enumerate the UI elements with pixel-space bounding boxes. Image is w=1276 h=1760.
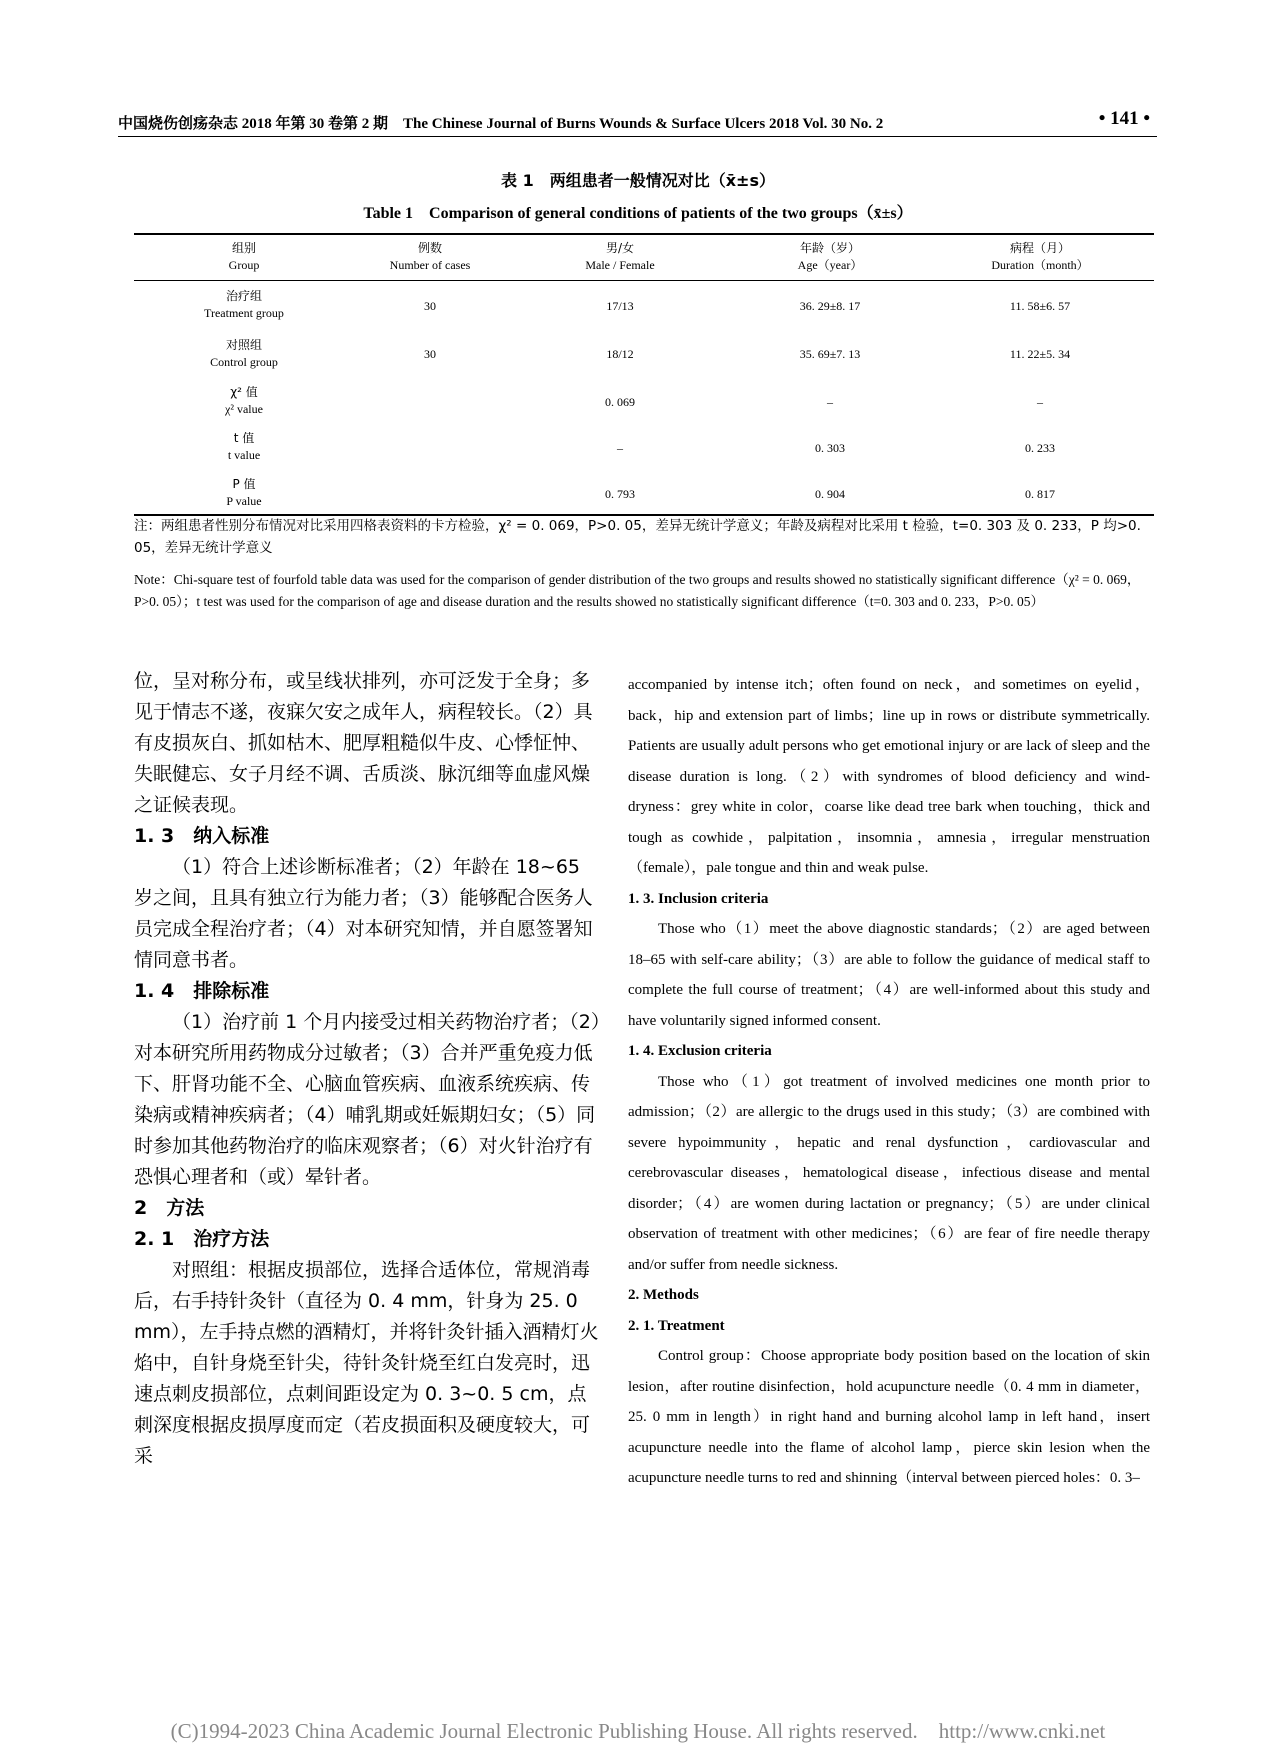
paragraph: Those who（1）meet the above diagnostic standards；（2）are aged between 18–65 with self-care ability；（3）are able to follow the guidance of medical staff to complete the full course of treatment；（4）are well-informed about this study and have voluntarily signed informed consent. xyxy=(628,921,1150,1029)
section-heading: 2. 1. Treatment xyxy=(628,1317,725,1334)
table-cell: 36. 29±8. 17 xyxy=(799,299,861,313)
header-cn: 男/女 xyxy=(605,241,635,255)
header-en: Group xyxy=(228,258,260,272)
table-header-group xyxy=(134,240,354,274)
table-header-cases xyxy=(330,240,530,274)
table-title-cn: 表 1 两组患者一般情况对比（x̄±s） xyxy=(501,171,775,190)
header-cn: 年龄（岁） xyxy=(799,241,860,255)
row-label-cn: χ² 值 xyxy=(230,385,258,399)
section-heading: 2. 1 治疗方法 xyxy=(134,1228,270,1250)
section-heading: 2. Methods xyxy=(628,1287,699,1303)
table-cell: 0. 817 xyxy=(1025,487,1055,501)
paragraph: Control group：Choose appropriate body position based on the location of skin lesion，after routine disinfection，hold acupuncture needle（0. 4 mm in diameter，25. 0 mm in length）in right hand and burning alcohol lamp in left hand，insert acupuncture needle into the flame of alcohol lamp，pierce skin lesion when the acupuncture needle turns to red and shinning（interval between pierced holes：0. 3– xyxy=(628,1348,1150,1486)
table-cell: 30 xyxy=(424,347,436,361)
row-label-en: χ² value xyxy=(225,402,263,416)
section-heading: 2 方法 xyxy=(134,1197,205,1219)
row-label-en: P value xyxy=(226,494,262,508)
row-label-cn: 对照组 xyxy=(225,338,262,352)
section-heading: 1. 4 排除标准 xyxy=(134,980,270,1002)
header-en: Male / Female xyxy=(585,258,655,272)
table-row-chi-label xyxy=(134,384,354,418)
table-cell: – xyxy=(617,441,623,455)
header-cn: 例数 xyxy=(417,241,442,255)
row-label-en: Control group xyxy=(210,355,278,369)
paragraph: Those who（1）got treatment of involved medicines one month prior to admission；（2）are allergic to the drugs used in this study；（3）are combined with severe hypoimmunity，hepatic and renal dysfunction，cardiovascular and cerebrovascular diseases，hematological disease，infectious disease and mental disorder；（4）are women during lactation or pregnancy；（5）are under clinical observation of treatment with other medicines；（6）are fear of fire needle therapy and/or suffer from needle sickness. xyxy=(628,1073,1150,1273)
table-title-en: Table 1 Comparison of general conditions of patients of the two groups（x̄±s） xyxy=(363,205,913,222)
row-label-en: t value xyxy=(227,448,261,462)
table-cell: 0. 904 xyxy=(815,487,845,501)
left-column-cn xyxy=(134,666,604,1472)
row-label-cn: P 值 xyxy=(232,477,256,491)
table-cell: 11. 22±5. 34 xyxy=(1009,347,1071,361)
table-header-age xyxy=(720,240,940,274)
right-column-en xyxy=(628,670,1150,1494)
table-cell: 11. 58±6. 57 xyxy=(1009,299,1071,313)
paragraph: 对照组：根据皮损部位，选择合适体位，常规消毒后，右手持针灸针（直径为 0. 4 mm，针身为 25. 0 mm），左手持点燃的酒精灯，并将针灸针插入酒精灯火焰中，自针身烧至针尖，待针灸针烧至红白发亮时，迅速点刺皮损部位，点刺间距设定为 0. 3~0. 5 cm，点刺深度根据皮损厚度而定（若皮损面积及硬度较大，可采 xyxy=(134,1259,599,1467)
section-heading: 1. 3. Inclusion criteria xyxy=(628,890,769,907)
paragraph: accompanied by intense itch；often found on neck，and sometimes on eyelid，back，hip and extension part of limbs；line up in rows or distribute symmetrically. Patients are usually adult persons who get emotional injury or are lack of sleep and the disease duration is long.（2）with syndromes of blood deficiency and wind-dryness：grey white in color，coarse like dead tree bark when touching，thick and tough as cowhide，palpitation，insomnia，amnesia，irregular menstruation（female），pale tongue and thin and weak pulse. xyxy=(628,677,1150,876)
row-label-cn: t 值 xyxy=(233,431,255,445)
paragraph: （1）符合上述诊断标准者；（2）年龄在 18~65 岁之间，且具有独立行为能力者；（3）能够配合医务人员完成全程治疗者；（4）对本研究知情，并自愿签署知情同意书者。 xyxy=(134,856,593,971)
section-heading: 1. 4. Exclusion criteria xyxy=(628,1043,772,1059)
table-cell: 35. 69±7. 13 xyxy=(799,347,861,361)
table-note-cn: 注：两组患者性别分布情况对比采用四格表资料的卡方检验，χ² = 0. 069，P>0. 05，差异无统计学意义；年龄及病程对比采用 t 检验，t=0. 303 及 0. 233，P 均>0. 05，差异无统计学意义 xyxy=(134,518,1141,556)
table-row-treatment-label xyxy=(134,288,354,322)
header-cn: 组别 xyxy=(231,241,256,255)
header-en: Duration（month） xyxy=(991,258,1089,272)
table-header-duration xyxy=(930,240,1150,274)
copyright-footer: (C)1994-2023 China Academic Journal Electronic Publishing House. All rights reserved. http://www.cnki.net xyxy=(170,1719,1106,1743)
table-cell: 30 xyxy=(424,299,436,313)
paragraph: 位，呈对称分布，或呈线状排列，亦可泛发于全身；多见于情志不遂，夜寐欠安之成年人，病程较长。（2）具有皮损灰白、抓如枯木、肥厚粗糙似牛皮、心悸怔忡、失眠健忘、女子月经不调、舌质淡、脉沉细等血虚风燥之证候表现。 xyxy=(134,670,593,816)
table-cell: 0. 069 xyxy=(605,395,635,409)
table-cell: 17/13 xyxy=(606,299,634,313)
running-header: 中国烧伤创疡杂志 2018 年第 30 卷第 2 期 The Chinese Journal of Burns Wounds & Surface Ulcers 2018 Vol. 30 No. 2 xyxy=(118,116,884,132)
table-cell: 0. 793 xyxy=(605,487,635,501)
table-cell: – xyxy=(1037,395,1043,409)
table-row-control-label xyxy=(134,337,354,371)
table-header-gender xyxy=(530,240,710,274)
table-row-p-label xyxy=(134,476,354,510)
header-cn: 病程（月） xyxy=(1009,241,1070,255)
table-cell: 0. 233 xyxy=(1025,441,1055,455)
table-cell: – xyxy=(827,395,833,409)
header-en: Number of cases xyxy=(389,258,471,272)
table-cell: 0. 303 xyxy=(815,441,845,455)
row-label-en: Treatment group xyxy=(204,306,284,320)
section-heading: 1. 3 纳入标准 xyxy=(134,825,270,847)
table-top-rule xyxy=(134,233,1154,235)
page-number: • 141 • xyxy=(1098,108,1150,129)
table-row-t-label xyxy=(134,430,354,464)
paragraph: （1）治疗前 1 个月内接受过相关药物治疗者；（2）对本研究所用药物成分过敏者；（3）合并严重免疫力低下、肝肾功能不全、心脑血管疾病、血液系统疾病、传染病或精神疾病者；（4）哺乳期或妊娠期妇女；（5）同时参加其他药物治疗的临床观察者；（6）对火针治疗有恐惧心理者和（或）晕针者。 xyxy=(134,1011,601,1188)
table-cell: 18/12 xyxy=(606,347,634,361)
header-rule xyxy=(118,136,1157,137)
header-en: Age（year） xyxy=(797,258,863,272)
table-note-en: Note：Chi-square test of fourfold table data was used for the comparison of gender distribution of the two groups and results showed no statistically significant difference（χ² = 0. 069，P>0. 05）；t test was used for the comparison of age and disease duration and the results showed no statistically significant difference（t=0. 303 and 0. 233，P>0. 05） xyxy=(134,572,1141,609)
table-header-rule xyxy=(134,280,1154,281)
row-label-cn: 治疗组 xyxy=(225,289,262,303)
